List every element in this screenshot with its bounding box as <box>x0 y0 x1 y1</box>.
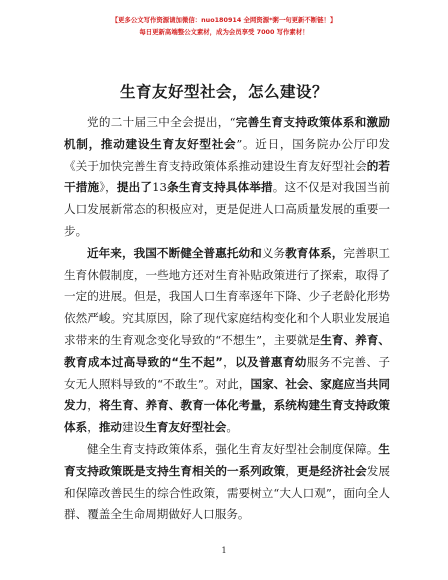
text-run: 健全生育支持政策体系，强化生育友好型社会制度保障。 <box>87 441 379 456</box>
text-run: 服务不完善、子女无人照料导致的“不敢生”。对此， <box>64 354 390 391</box>
text-run: ”。近日，国务院办公厅印发《关于加快完善生育支持政策体系推动建设生育友好型社会 <box>64 136 390 173</box>
bold-text-run: 近年来，我国不断健全普惠托幼和 <box>87 245 262 260</box>
text-run: ， <box>222 354 236 369</box>
text-run: 党的二十届三中全会提出，“ <box>87 115 236 129</box>
banner-line-2: 每日更新高端整公文素材，成为会员享受 7000 写作素材！ <box>139 28 309 36</box>
paragraph <box>64 243 390 439</box>
bold-text-run: 国家、社会、家庭应当共同发力 <box>64 376 390 413</box>
text-run: ， <box>87 398 99 413</box>
text-run: 职工生育休假制度，一些地方还对生育补贴政策进行了探索，取得了一定的进展。但是，我国人口生育率逐年下降、少子老龄化形势依然严峻。究其原因，除了现代家庭结构变化和个人职业发展追求带来的生育观念变化导致的“不想生”，主要就是 <box>64 245 390 347</box>
bold-text-run: 推动 <box>98 420 123 435</box>
bold-text-run: 生育友好型社会 <box>145 420 227 435</box>
paragraph <box>64 439 390 526</box>
text-run: 13 <box>152 180 167 195</box>
text-run: 。这不仅是对我国当前人口发展新常态的积极应对，更是促进人口高质量发展的重要一步。 <box>64 180 390 238</box>
bold-text-run: 条生育支持具体举措 <box>166 180 273 195</box>
bold-text-run: 生育、养育、教育成本过高导致的“生不起” <box>64 332 390 369</box>
bold-text-run: 完善生育支持政策体系和激励机制，推动建设生育友好型社会 <box>64 115 390 151</box>
text-run: 建设 <box>122 420 146 435</box>
bold-text-run: 的若干措施 <box>64 158 390 195</box>
text-run: 义务 <box>261 245 286 260</box>
text-run: ， <box>285 463 297 478</box>
bold-text-run: 更是经济社会 <box>296 463 367 478</box>
bold-text-run: 生育支持政策既是支持生育相关的一系列政策 <box>64 441 390 478</box>
text-run: 》， <box>99 180 117 195</box>
text-run: 发展和保障改善民生的综合性政策，需要树立“大人口观”，面向全人群、覆盖全生命周期做好人口服务。 <box>64 463 390 522</box>
article-title: 生育友好型社会，怎么建设？ <box>119 83 328 101</box>
bold-text-run: 提出了 <box>116 180 153 195</box>
text-run: 完善 <box>343 245 367 260</box>
header-banner <box>0 14 448 38</box>
paragraph <box>64 112 390 243</box>
bold-text-run: 教育体系， <box>285 245 344 260</box>
text-run: ， <box>87 420 99 435</box>
banner-line-1: 【更多公文写作资源请加微信：nuo180914 全网资源*粥一句更新不断链！】 <box>111 16 337 24</box>
article-body <box>64 112 390 526</box>
page-number: 1 <box>221 546 227 555</box>
bold-text-run: 将生育、养育、教育一体化考量，系统构建生育支持政策体系 <box>64 398 390 435</box>
text-run: 。 <box>226 420 238 435</box>
bold-text-run: 以及普惠育幼 <box>235 354 307 369</box>
